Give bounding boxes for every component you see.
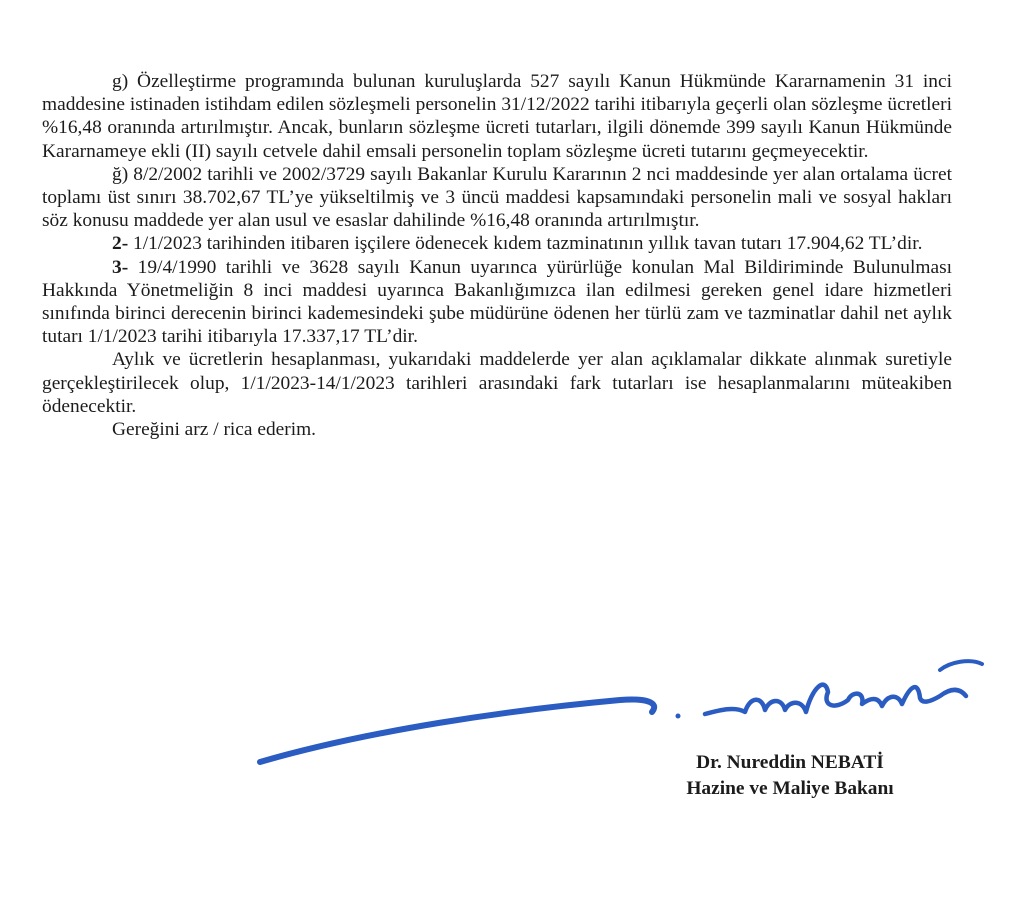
paragraph-request [42, 418, 952, 441]
paragraph-closing [42, 348, 952, 418]
document-body [42, 70, 952, 441]
signer-name: Dr. Nureddin NEBATİ [696, 752, 884, 773]
paragraph-text: 1/1/2023 tarihinden itibaren işçilere ödenecek kıdem tazminatının yıllık tavan tutarı 17.904,62 TL’dir. [128, 233, 923, 255]
paragraph-item-2 [42, 232, 952, 255]
paragraph-text: Gereğini arz / rica ederim. [112, 419, 317, 441]
paragraph-item-3 [42, 256, 952, 349]
item-number: 2- [112, 233, 129, 255]
signer-title: Hazine ve Maliye Bakanı [686, 778, 894, 799]
paragraph-text: g) Özelleştirme programında bulunan kuruluşlarda 527 sayılı Kanun Hükmünde Kararnamenin 31 inci maddesine istinaden istihdam edilen sözleşmeli personelin 31/12/2022 tarihi itibarıyla geçerli olan sözleşme ücretleri %16,48 oranında artırılmıştır. Ancak, bunların sözleşme ücreti tutarları, ilgili dönemde 399 sayılı Kanun Hükmünde Kararnameye ekli (II) sayılı cetvele dahil emsali personelin toplam sözleşme ücreti tutarını geçmeyecektir. [42, 71, 952, 162]
paragraph-text: ğ) 8/2/2002 tarihli ve 2002/3729 sayılı Bakanlar Kurulu Kararının 2 nci maddesinde yer alan ortalama ücret toplamı üst sınırı 38.702,67 TL’ye yükseltilmiş ve 3 üncü maddesi kapsamındaki personelin mali ve sosyal hakları söz konusu maddede yer alan usul ve esaslar dahilinde %16,48 oranında artırılmıştır. [42, 163, 952, 232]
signature-block [640, 750, 940, 802]
paragraph-text: 19/4/1990 tarihli ve 3628 sayılı Kanun uyarınca yürürlüğe konulan Mal Bildiriminde Bulunulması Hakkında Yönetmeliğin 8 inci maddesi uyarınca Bakanlığımızca ilan edilmesi gereken genel idare hizmetleri sınıfında birinci derecenin birinci kademesindeki şube müdürüne ödenen her türlü zam ve tazminatlar dahil net aylık tutarı 1/1/2023 tarihi itibarıyla 17.337,17 TL’dir. [42, 256, 952, 348]
paragraph-g [42, 70, 952, 163]
paragraph-gb [42, 163, 952, 233]
item-number: 3- [112, 256, 129, 278]
paragraph-text: Aylık ve ücretlerin hesaplanması, yukarıdaki maddelerde yer alan açıklamalar dikkate alınmak suretiyle gerçekleştirilecek olup, 1/1/2023-14/1/2023 tarihleri arasındaki fark tutarları ise hesaplanmalarını müteakiben ödenecektir. [42, 349, 952, 417]
